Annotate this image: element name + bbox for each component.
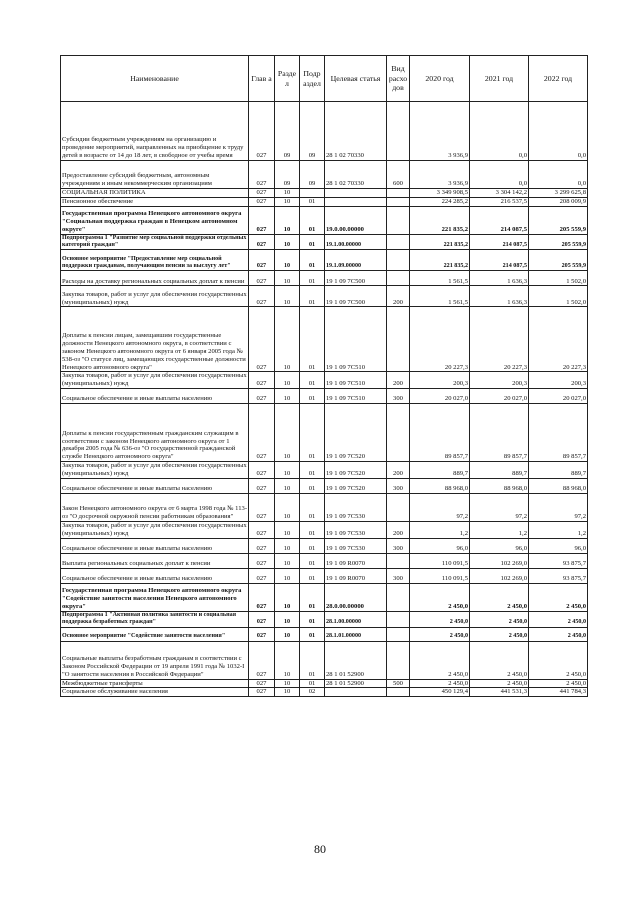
row-2022: 97,2	[529, 494, 588, 522]
row-vid	[387, 553, 410, 568]
row-2021: 214 087,5	[470, 250, 529, 271]
row-razdel: 10	[275, 679, 300, 688]
row-razdel: 10	[275, 494, 300, 522]
row-2020: 3 936,9	[410, 102, 470, 161]
header-2022: 2022 год	[529, 56, 588, 102]
row-statya: 19 1 09 7С510	[325, 372, 387, 389]
row-2022: 2 450,0	[529, 627, 588, 641]
row-2020: 1 561,5	[410, 271, 470, 286]
row-name: Закон Ненецкого автономного округа от 6 марта 1998 года № 113-оз "О досрочной окружной пенсии работникам образования"	[61, 494, 249, 522]
row-glava: 027	[249, 522, 275, 539]
row-2022: 96,0	[529, 538, 588, 553]
row-2022: 1 502,0	[529, 286, 588, 307]
table-row	[61, 389, 588, 404]
row-name: Предоставление субсидий бюджетным, автономным учреждениям и иным некоммерческим организациям	[61, 161, 249, 189]
row-vid: 300	[387, 568, 410, 583]
row-2020: 110 091,5	[410, 568, 470, 583]
row-podrazdel: 01	[300, 553, 325, 568]
row-2020: 2 450,0	[410, 583, 470, 611]
row-vid	[387, 494, 410, 522]
row-statya: 19 1 09 7С510	[325, 307, 387, 372]
row-2021: 441 531,3	[470, 688, 529, 697]
header-glava: Глав а	[249, 56, 275, 102]
row-razdel: 10	[275, 538, 300, 553]
row-2021: 2 450,0	[470, 627, 529, 641]
row-2021: 2 450,0	[470, 611, 529, 627]
row-podrazdel: 01	[300, 494, 325, 522]
row-2021: 214 087,5	[470, 206, 529, 234]
table-row	[61, 641, 588, 679]
row-name: СОЦИАЛЬНАЯ ПОЛИТИКА	[61, 189, 249, 198]
row-2020: 88 968,0	[410, 479, 470, 494]
row-podrazdel: 01	[300, 627, 325, 641]
row-razdel: 10	[275, 389, 300, 404]
row-vid	[387, 404, 410, 462]
table-row	[61, 372, 588, 389]
row-razdel: 10	[275, 522, 300, 539]
row-2021: 88 968,0	[470, 479, 529, 494]
row-2022: 20 027,0	[529, 389, 588, 404]
row-name: Основное мероприятие "Содействие занятости населения"	[61, 627, 249, 641]
row-2022: 93 875,7	[529, 568, 588, 583]
row-glava: 027	[249, 271, 275, 286]
row-name: Подпрограмма 1 "Активная политика занятости и социальная поддержка безработных граждан"	[61, 611, 249, 627]
row-statya: 19 1 09 R0070	[325, 568, 387, 583]
row-podrazdel: 09	[300, 102, 325, 161]
row-2022: 1 502,0	[529, 271, 588, 286]
row-2020: 224 285,2	[410, 197, 470, 206]
row-2022: 205 559,9	[529, 234, 588, 250]
row-name: Социальное обеспечение и иные выплаты населению	[61, 479, 249, 494]
row-2020: 97,2	[410, 494, 470, 522]
row-razdel: 10	[275, 234, 300, 250]
row-name: Закупка товаров, работ и услуг для обеспечения государственных (муниципальных) нужд	[62, 522, 247, 537]
row-2021: 0,0	[470, 161, 529, 189]
row-2022: 0,0	[529, 102, 588, 161]
row-2020: 96,0	[410, 538, 470, 553]
row-vid	[387, 307, 410, 372]
table-row	[61, 250, 588, 271]
row-glava: 027	[249, 404, 275, 462]
row-2021: 200,3	[470, 372, 529, 389]
row-2022: 208 009,9	[529, 197, 588, 206]
row-2021: 216 537,5	[470, 197, 529, 206]
row-podrazdel: 01	[300, 307, 325, 372]
row-statya: 28.1.00.00000	[325, 611, 387, 627]
row-podrazdel: 02	[300, 688, 325, 697]
row-2021: 214 087,5	[470, 234, 529, 250]
row-2022: 889,7	[529, 462, 588, 479]
row-vid	[387, 250, 410, 271]
row-podrazdel: 01	[300, 372, 325, 389]
row-glava: 027	[249, 234, 275, 250]
row-razdel: 10	[275, 189, 300, 198]
row-glava: 027	[249, 583, 275, 611]
table-row	[61, 494, 588, 522]
row-glava: 027	[249, 553, 275, 568]
row-2021: 20 227,3	[470, 307, 529, 372]
table-row	[61, 234, 588, 250]
page-number: 80	[314, 842, 326, 856]
row-podrazdel: 01	[300, 679, 325, 688]
row-podrazdel: 01	[300, 462, 325, 479]
table-row	[61, 161, 588, 189]
row-glava: 027	[249, 189, 275, 198]
row-name: Социальное обслуживание населения	[61, 688, 249, 697]
row-razdel: 10	[275, 688, 300, 697]
row-podrazdel: 01	[300, 234, 325, 250]
row-2021: 2 450,0	[470, 583, 529, 611]
table-row	[61, 197, 588, 206]
row-razdel: 09	[275, 161, 300, 189]
row-statya: 19 1 09 7С510	[325, 389, 387, 404]
row-2020: 110 091,5	[410, 553, 470, 568]
row-statya: 28 1 01 52900	[325, 641, 387, 679]
row-statya	[325, 197, 387, 206]
row-vid	[387, 271, 410, 286]
row-vid	[387, 234, 410, 250]
row-2022: 441 784,3	[529, 688, 588, 697]
row-2021: 889,7	[470, 462, 529, 479]
row-statya: 19 1 09 7С520	[325, 479, 387, 494]
header-statya: Целевая статья	[325, 56, 387, 102]
row-glava: 027	[249, 197, 275, 206]
row-glava: 027	[249, 479, 275, 494]
row-vid: 200	[387, 286, 410, 307]
row-razdel: 10	[275, 641, 300, 679]
row-podrazdel: 01	[300, 271, 325, 286]
row-vid	[387, 197, 410, 206]
row-2020: 221 835,2	[410, 206, 470, 234]
row-name: Доплаты к пенсии лицам, замещавшим государственные должности Ненецкого автономного округа, в соответствии с законом Ненецкого автономного округа от 6 января 2005 года № 538-оз "О статусе лиц, замещающих государственные должности Ненецкого автономного округа"	[61, 307, 249, 372]
table-row	[61, 102, 588, 161]
row-name: Социальное обеспечение и иные выплаты населению	[61, 568, 249, 583]
row-2020: 2 450,0	[410, 679, 470, 688]
row-vid: 300	[387, 389, 410, 404]
row-2020: 20 027,0	[410, 389, 470, 404]
row-podrazdel: 01	[300, 197, 325, 206]
table-row	[61, 688, 588, 697]
row-podrazdel: 01	[300, 583, 325, 611]
row-2021: 2 450,0	[470, 679, 529, 688]
row-vid: 200	[387, 522, 410, 539]
row-2020: 20 227,3	[410, 307, 470, 372]
row-2021: 20 027,0	[470, 389, 529, 404]
row-2020: 450 129,4	[410, 688, 470, 697]
table-row	[61, 568, 588, 583]
row-2022: 1,2	[529, 522, 588, 539]
table-row	[61, 189, 588, 198]
table-row	[61, 479, 588, 494]
row-razdel: 10	[275, 271, 300, 286]
row-podrazdel: 01	[300, 641, 325, 679]
table-row	[61, 286, 588, 307]
row-glava: 027	[249, 286, 275, 307]
row-2022: 3 299 625,8	[529, 189, 588, 198]
row-razdel: 10	[275, 197, 300, 206]
row-2021: 102 269,0	[470, 568, 529, 583]
table-row	[61, 462, 588, 479]
row-2020: 89 857,7	[410, 404, 470, 462]
row-vid	[387, 641, 410, 679]
row-razdel: 10	[275, 462, 300, 479]
row-2020: 2 450,0	[410, 627, 470, 641]
table-row	[61, 553, 588, 568]
row-vid: 300	[387, 538, 410, 553]
header-2020: 2020 год	[410, 56, 470, 102]
row-glava: 027	[249, 102, 275, 161]
row-statya: 19.1.00.00000	[325, 234, 387, 250]
row-name: Социальное обеспечение и иные выплаты населению	[61, 538, 249, 553]
row-glava: 027	[249, 389, 275, 404]
row-podrazdel: 01	[300, 404, 325, 462]
row-2022: 93 875,7	[529, 553, 588, 568]
row-statya: 19 1 09 R0070	[325, 553, 387, 568]
row-statya: 28.0.00.00000	[325, 583, 387, 611]
row-2021: 0,0	[470, 102, 529, 161]
row-2022: 205 559,9	[529, 206, 588, 234]
row-statya: 19 1 09 7С530	[325, 538, 387, 553]
table-row	[61, 583, 588, 611]
row-2021: 1 636,3	[470, 271, 529, 286]
row-name: Расходы на доставку региональных социальных доплат к пенсии	[61, 271, 249, 286]
row-glava: 027	[249, 688, 275, 697]
row-name: Социальные выплаты безработным гражданам в соответствии с Законом Российской Федерации от 19 апреля 1991 года № 1032-I "О занятости населения в Российской Федерации"	[61, 641, 249, 679]
row-name: Закупка товаров, работ и услуг для обеспечения государственных (муниципальных) нужд	[62, 372, 247, 388]
row-razdel: 10	[275, 250, 300, 271]
table-row	[61, 206, 588, 234]
row-glava: 027	[249, 206, 275, 234]
row-razdel: 10	[275, 404, 300, 462]
row-glava: 027	[249, 494, 275, 522]
row-glava: 027	[249, 462, 275, 479]
row-2022: 2 450,0	[529, 679, 588, 688]
row-2021: 89 857,7	[470, 404, 529, 462]
row-2021: 1 636,3	[470, 286, 529, 307]
row-podrazdel: 01	[300, 611, 325, 627]
row-statya: 28 1 02 70330	[325, 161, 387, 189]
row-podrazdel: 01	[300, 522, 325, 539]
row-vid: 200	[387, 372, 410, 389]
row-vid	[387, 206, 410, 234]
row-name: Закупка товаров, работ и услуг для обеспечения государственных (муниципальных) нужд	[62, 462, 247, 478]
row-razdel: 10	[275, 627, 300, 641]
table-row	[61, 404, 588, 462]
row-vid: 600	[387, 161, 410, 189]
row-statya: 19 1 09 7С530	[325, 522, 387, 539]
table-row	[61, 611, 588, 627]
row-statya: 28 1 01 52900	[325, 679, 387, 688]
row-podrazdel: 01	[300, 389, 325, 404]
row-2021: 97,2	[470, 494, 529, 522]
row-2022: 88 968,0	[529, 479, 588, 494]
row-glava: 027	[249, 611, 275, 627]
row-2020: 2 450,0	[410, 641, 470, 679]
row-vid	[387, 102, 410, 161]
row-vid	[387, 611, 410, 627]
row-statya	[325, 688, 387, 697]
row-2022: 0,0	[529, 161, 588, 189]
row-razdel: 10	[275, 307, 300, 372]
row-2022: 2 450,0	[529, 611, 588, 627]
row-2021: 1,2	[470, 522, 529, 539]
row-2022: 20 227,3	[529, 307, 588, 372]
row-razdel: 10	[275, 479, 300, 494]
row-name: Субсидии бюджетным учреждениям на организацию и проведение мероприятий, направленных на приобщение к труду детей в возрасте от 14 до 18 лет, в свободное от учебы время	[61, 102, 249, 161]
table-header-row	[61, 56, 588, 102]
row-2020: 1,2	[410, 522, 470, 539]
row-statya: 19.0.00.00000	[325, 206, 387, 234]
row-vid	[387, 583, 410, 611]
header-vid: Вид расхо дов	[387, 56, 410, 102]
row-statya: 19.1.09.00000	[325, 250, 387, 271]
row-statya: 28 1 02 70330	[325, 102, 387, 161]
row-statya	[325, 189, 387, 198]
table-row	[61, 538, 588, 553]
row-vid: 500	[387, 679, 410, 688]
row-name: Доплаты к пенсии государственным гражданским служащим в соответствии с законом Ненецкого автономного округа от 1 декабря 2005 года № 636-оз "О государственной гражданской службе Ненецкого автономного округа"	[61, 404, 249, 462]
header-name: Наименование	[61, 56, 249, 102]
row-statya: 19 1 09 7С520	[325, 462, 387, 479]
row-2022: 2 450,0	[529, 583, 588, 611]
row-statya: 19 1 09 7С530	[325, 494, 387, 522]
row-name: Пенсионное обеспечение	[61, 197, 249, 206]
table-row	[61, 307, 588, 372]
row-glava: 027	[249, 372, 275, 389]
table-body	[61, 102, 588, 697]
row-glava: 027	[249, 538, 275, 553]
row-razdel: 10	[275, 611, 300, 627]
budget-table	[60, 55, 588, 697]
row-name: Межбюджетные трансферты	[61, 679, 249, 688]
row-2020: 3 936,9	[410, 161, 470, 189]
row-glava: 027	[249, 250, 275, 271]
row-vid	[387, 189, 410, 198]
row-2020: 221 835,2	[410, 234, 470, 250]
table-row	[61, 271, 588, 286]
row-name: Основное мероприятие "Предоставление мер социальной поддержки гражданам, получающим пенсии за выслугу лет"	[61, 250, 249, 271]
row-2020: 2 450,0	[410, 611, 470, 627]
row-glava: 027	[249, 307, 275, 372]
row-podrazdel: 01	[300, 286, 325, 307]
row-name: Выплата региональных социальных доплат к пенсии	[61, 553, 249, 568]
row-2020: 221 835,2	[410, 250, 470, 271]
row-name: Государственная программа Ненецкого автономного округа "Социальная поддержка граждан в Ненецком автономном округе"	[61, 206, 249, 234]
header-razdel: Разде л	[275, 56, 300, 102]
row-razdel: 09	[275, 102, 300, 161]
row-glava: 027	[249, 161, 275, 189]
row-2020: 200,3	[410, 372, 470, 389]
row-2020: 1 561,5	[410, 286, 470, 307]
row-2021: 102 269,0	[470, 553, 529, 568]
row-glava: 027	[249, 568, 275, 583]
table-row	[61, 627, 588, 641]
row-razdel: 10	[275, 206, 300, 234]
row-name: Государственная программа Ненецкого автономного округа "Содействие занятости населения Ненецкого автономного округа"	[61, 583, 249, 611]
row-podrazdel: 01	[300, 250, 325, 271]
row-podrazdel: 01	[300, 479, 325, 494]
header-2021: 2021 год	[470, 56, 529, 102]
row-razdel: 10	[275, 553, 300, 568]
row-razdel: 10	[275, 286, 300, 307]
row-podrazdel: 01	[300, 206, 325, 234]
row-glava: 027	[249, 627, 275, 641]
row-statya: 19 1 09 7С500	[325, 286, 387, 307]
row-2022: 89 857,7	[529, 404, 588, 462]
header-podrazdel: Подр аздел	[300, 56, 325, 102]
row-podrazdel: 01	[300, 568, 325, 583]
row-vid: 300	[387, 479, 410, 494]
row-statya: 28.1.01.00000	[325, 627, 387, 641]
row-statya: 19 1 09 7С500	[325, 271, 387, 286]
row-2020: 3 349 908,5	[410, 189, 470, 198]
table-row	[61, 522, 588, 539]
row-2022: 2 450,0	[529, 641, 588, 679]
row-razdel: 10	[275, 372, 300, 389]
row-name: Закупка товаров, работ и услуг для обеспечения государственных (муниципальных) нужд	[61, 286, 249, 307]
row-podrazdel: 01	[300, 538, 325, 553]
row-2022: 205 559,9	[529, 250, 588, 271]
row-2022: 200,3	[529, 372, 588, 389]
row-podrazdel	[300, 189, 325, 198]
row-glava: 027	[249, 679, 275, 688]
row-razdel: 10	[275, 583, 300, 611]
row-2021: 96,0	[470, 538, 529, 553]
row-name: Социальное обеспечение и иные выплаты населению	[61, 389, 249, 404]
row-vid	[387, 627, 410, 641]
row-glava: 027	[249, 641, 275, 679]
row-name: Подпрограмма 1 "Развитие мер социальной поддержки отдельных категорий граждан"	[61, 234, 249, 250]
row-statya: 19 1 09 7С520	[325, 404, 387, 462]
row-podrazdel: 09	[300, 161, 325, 189]
row-vid: 200	[387, 462, 410, 479]
row-2020: 889,7	[410, 462, 470, 479]
row-razdel: 10	[275, 568, 300, 583]
row-vid	[387, 688, 410, 697]
row-2021: 3 304 142,2	[470, 189, 529, 198]
table-row	[61, 679, 588, 688]
row-2021: 2 450,0	[470, 641, 529, 679]
